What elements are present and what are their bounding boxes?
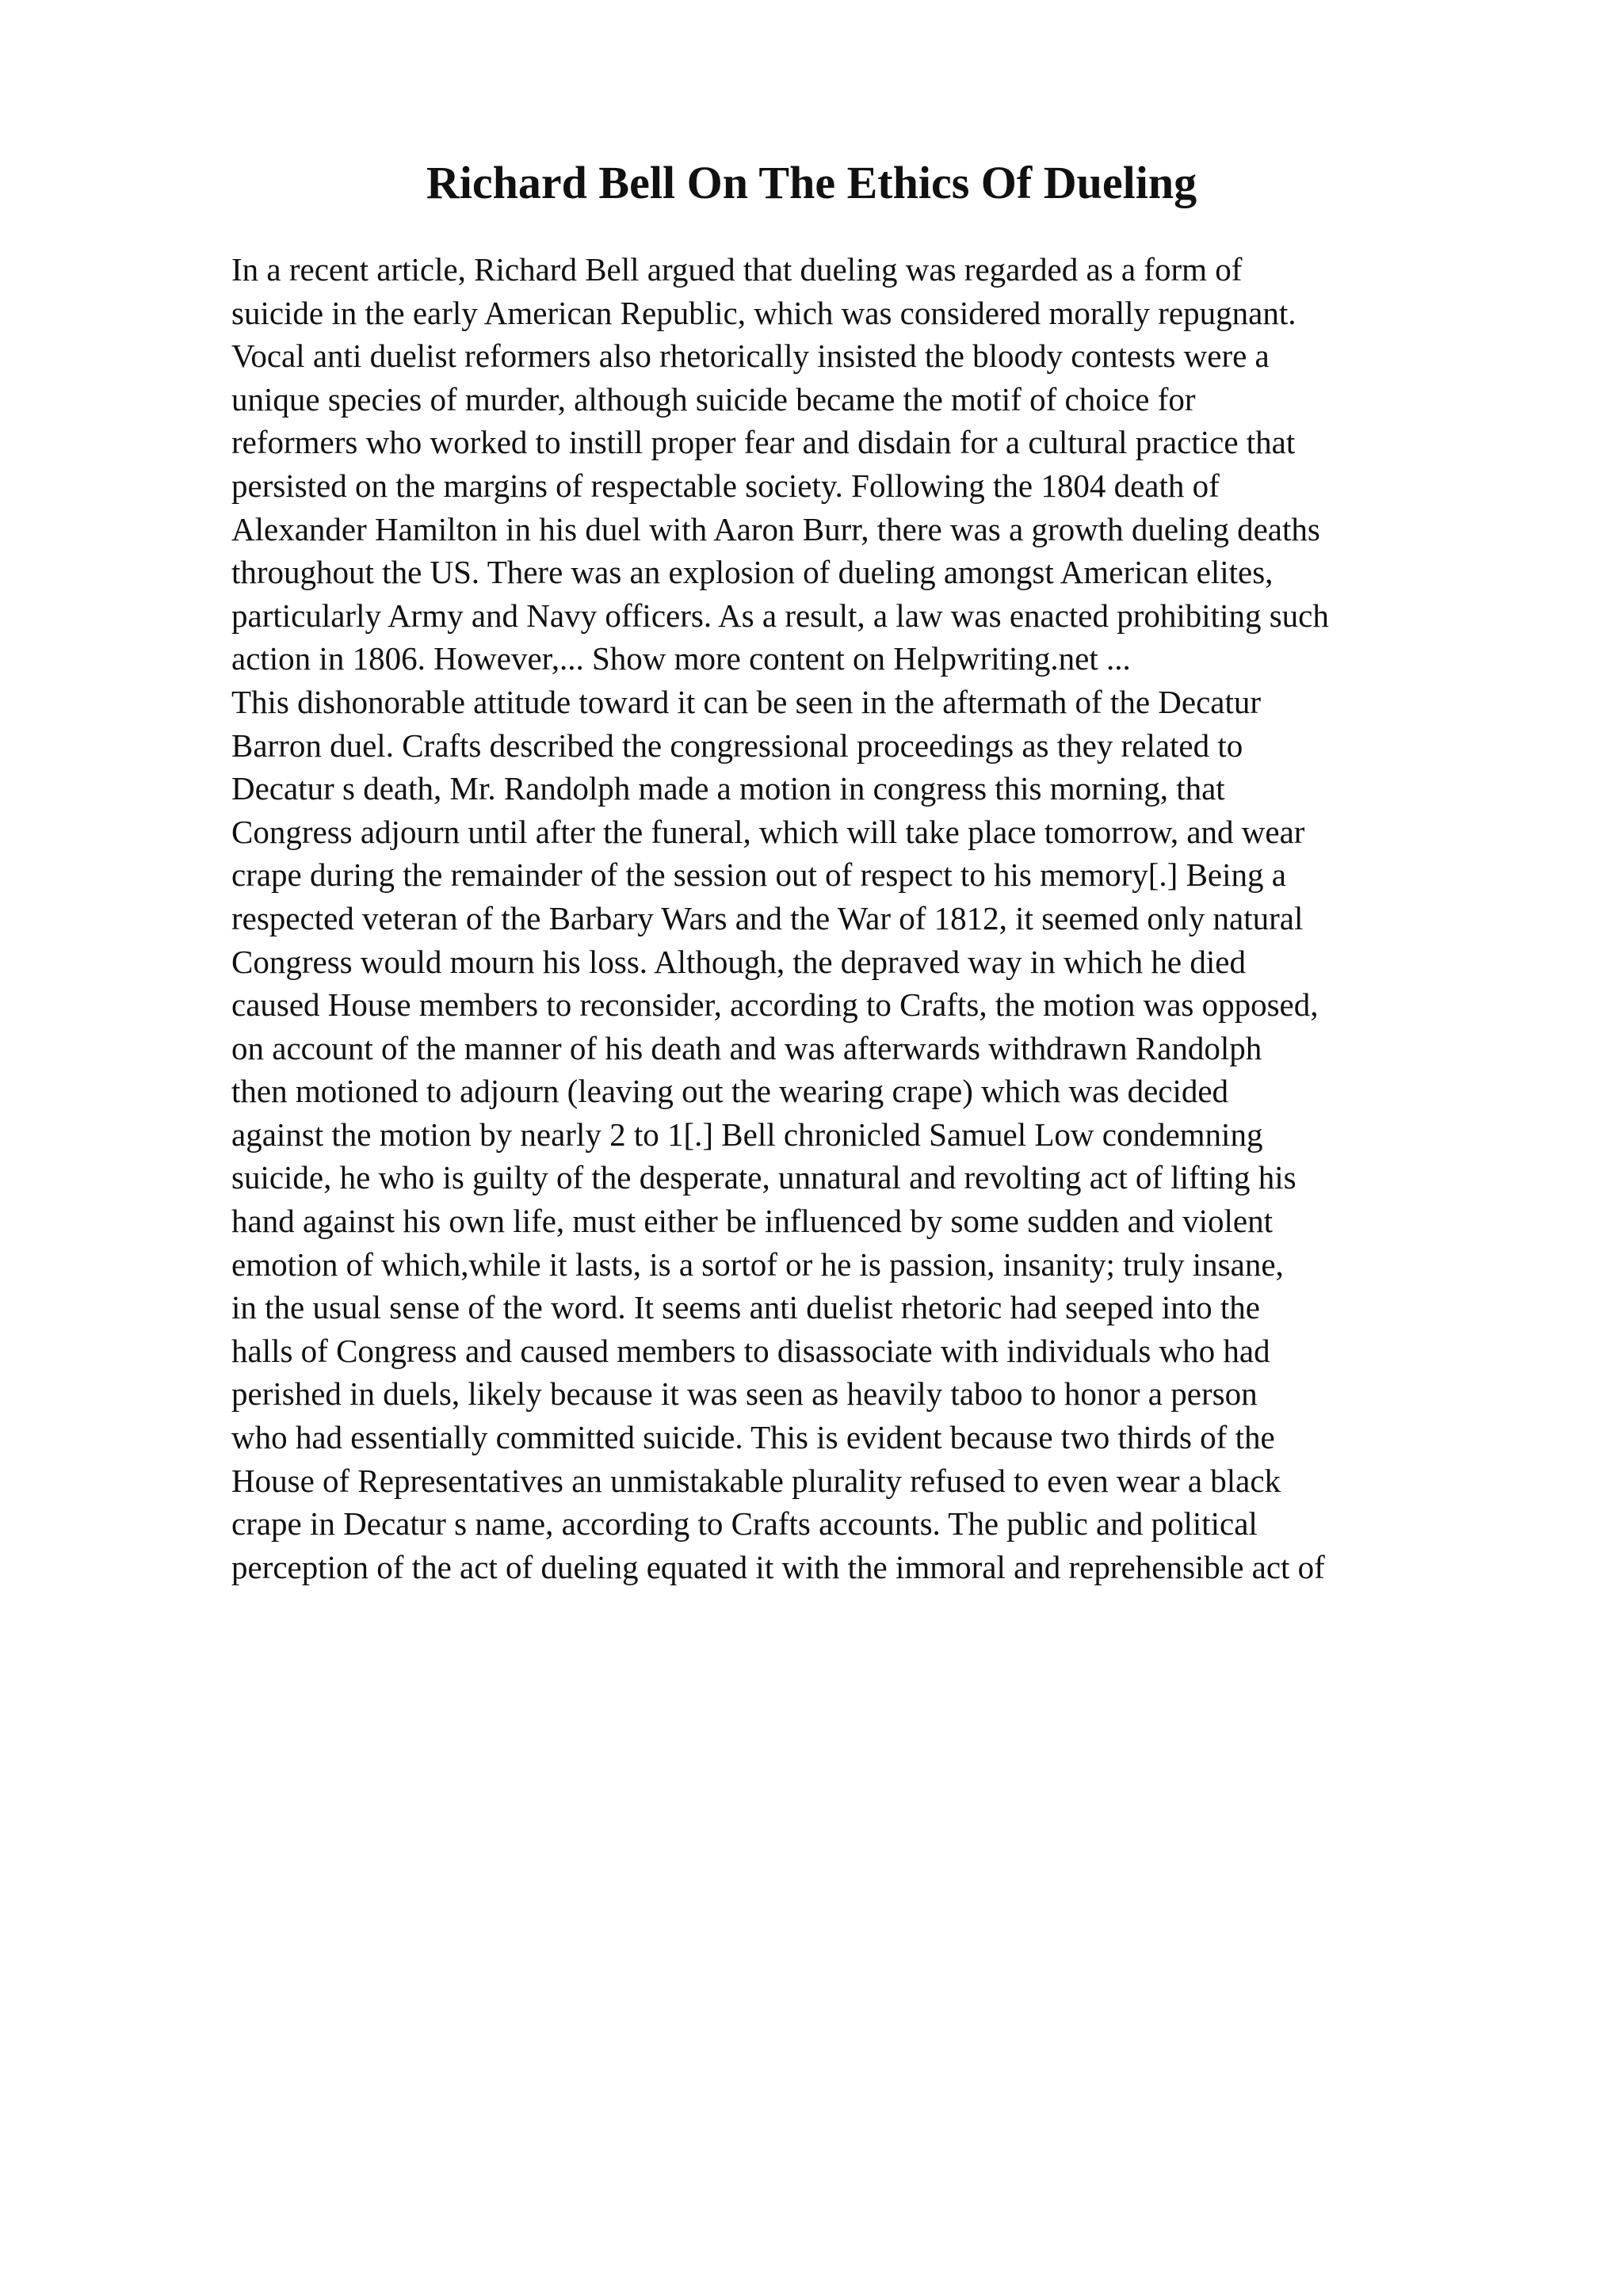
body-line: suicide, he who is guilty of the desperate, unnatural and revolting act of lifting his (231, 1159, 1296, 1196)
body-line: halls of Congress and caused members to disassociate with individuals who had (231, 1332, 1270, 1369)
body-line: emotion of which,while it lasts, is a sortof or he is passion, insanity; truly insane, (231, 1245, 1284, 1283)
body-line: Congress would mourn his loss. Although, the depraved way in which he died (231, 943, 1246, 980)
document-title: Richard Bell On The Ethics Of Dueling (426, 157, 1197, 208)
body-line: throughout the US. There was an explosion of dueling amongst American elites, (231, 554, 1274, 591)
body-line: perished in duels, likely because it was seen as heavily taboo to honor a person (231, 1375, 1258, 1413)
body-line: particularly Army and Navy officers. As a result, a law was enacted prohibiting such (231, 597, 1329, 634)
body-line: suicide in the early American Republic, which was considered morally repugnant. (231, 294, 1296, 331)
body-line: on account of the manner of his death and was afterwards withdrawn Randolph (231, 1029, 1262, 1066)
body-line: then motioned to adjourn (leaving out the wearing crape) which was decided (231, 1073, 1229, 1110)
body-line: This dishonorable attitude toward it can be seen in the aftermath of the Decatur (231, 683, 1262, 720)
body-line: perception of the act of dueling equated it with the immoral and reprehensible act of (231, 1548, 1325, 1585)
body-line: caused House members to reconsider, according to Crafts, the motion was opposed, (231, 986, 1319, 1024)
body-line: action in 1806. However,... Show more content on Helpwriting.net ... (231, 640, 1131, 677)
body-line: against the motion by nearly 2 to 1[.] Bell chronicled Samuel Low condemning (231, 1116, 1263, 1153)
body-line: in the usual sense of the word. It seems anti duelist rhetoric had seeped into the (231, 1289, 1260, 1326)
body-line: crape in Decatur s name, according to Crafts accounts. The public and political (231, 1505, 1258, 1543)
body-line: In a recent article, Richard Bell argued that dueling was regarded as a form of (231, 251, 1243, 288)
body-line: crape during the remainder of the session out of respect to his memory[.] Being a (231, 856, 1286, 894)
body-line: who had essentially committed suicide. This is evident because two thirds of the (231, 1419, 1275, 1456)
body-line: unique species of murder, although suicide became the motif of choice for (231, 380, 1196, 418)
body-line: Congress adjourn until after the funeral, which will take place tomorrow, and wear (231, 813, 1305, 850)
body-line: Decatur s death, Mr. Randolph made a motion in congress this morning, that (231, 770, 1225, 807)
body-line: Vocal anti duelist reformers also rhetorically insisted the bloody contests were a (231, 338, 1270, 375)
body-line: Barron duel. Crafts described the congressional proceedings as they related to (231, 727, 1243, 764)
body-line: reformers who worked to instill proper fear and disdain for a cultural practice that (231, 424, 1296, 461)
body-line: House of Representatives an unmistakable plurality refused to even wear a black (231, 1462, 1281, 1499)
document-body (231, 248, 1594, 1589)
body-line: persisted on the margins of respectable society. Following the 1804 death of (231, 467, 1220, 504)
body-line: hand against his own life, must either be influenced by some sudden and violent (231, 1203, 1273, 1240)
body-line: Alexander Hamilton in his duel with Aaron Burr, there was a growth dueling deaths (231, 510, 1320, 547)
body-line: respected veteran of the Barbary Wars and the War of 1812, it seemed only natural (231, 899, 1304, 936)
